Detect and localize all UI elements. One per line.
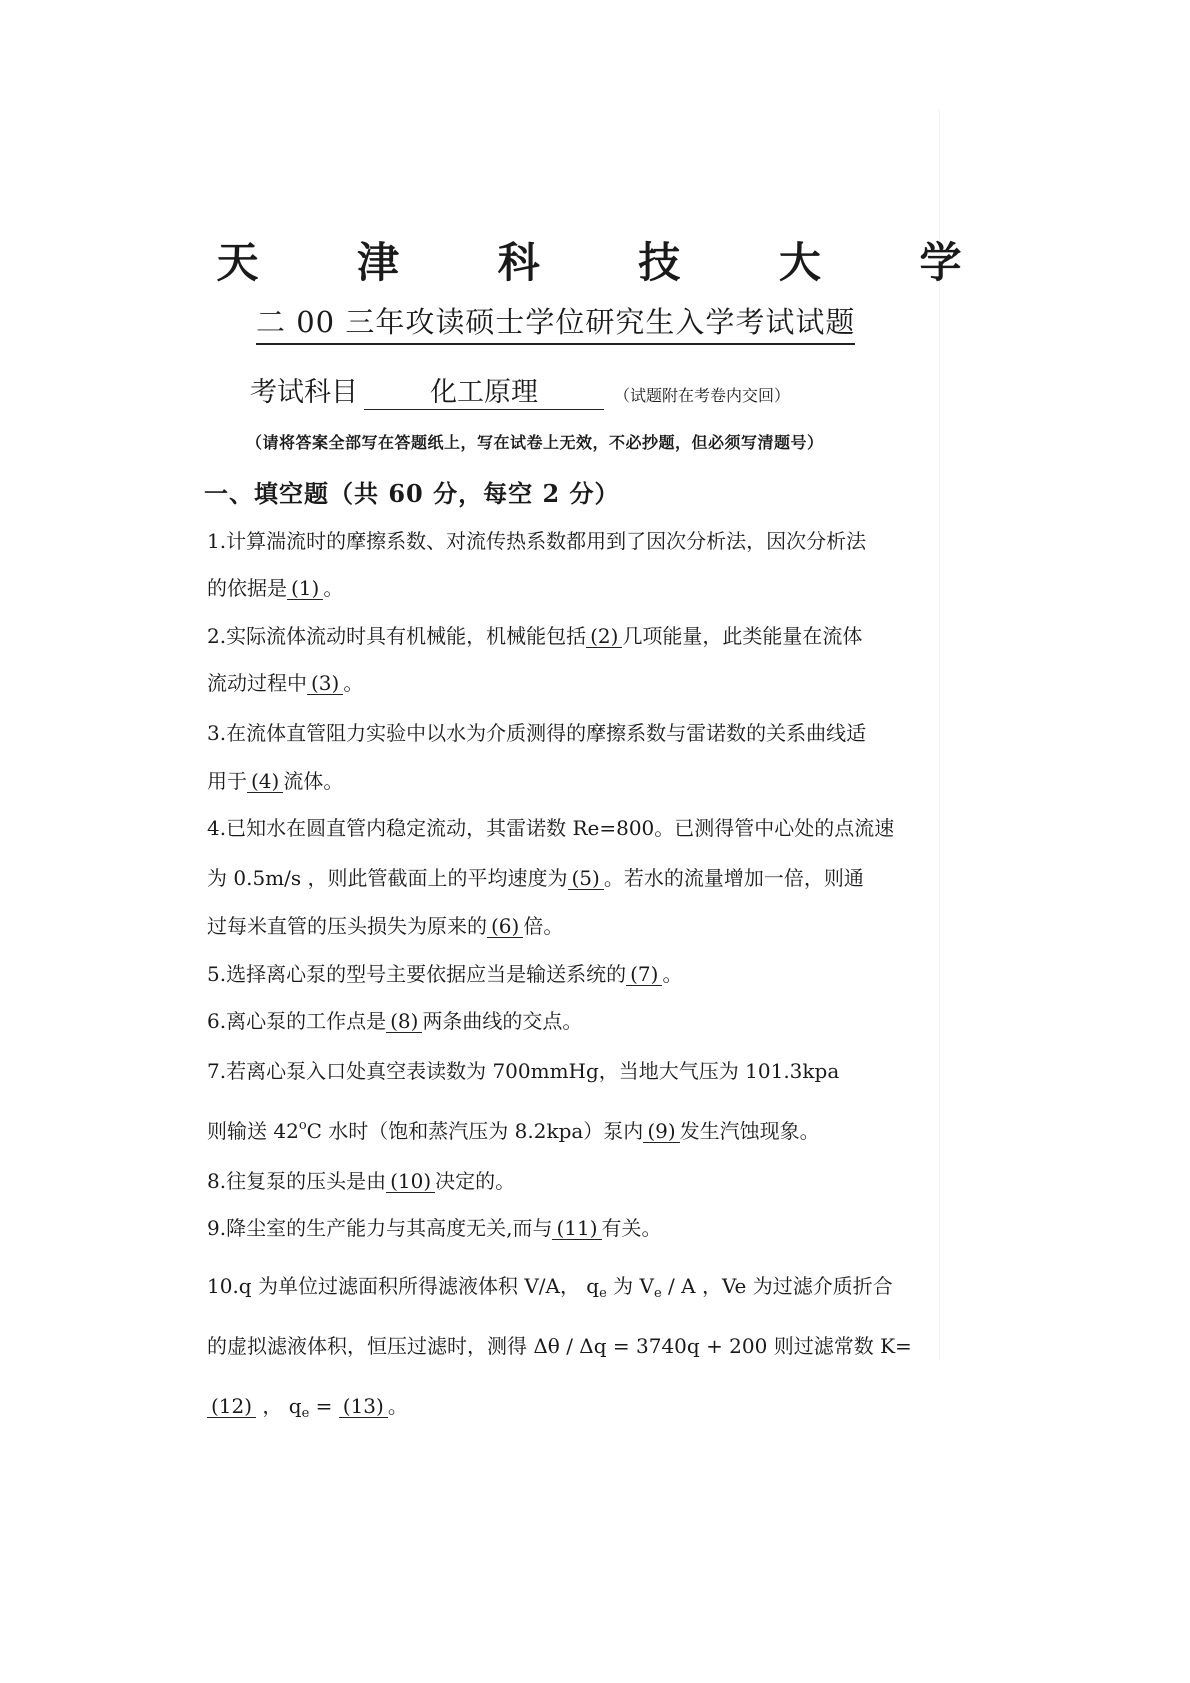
q8-text-post: 决定的。 (435, 1169, 516, 1193)
q3-text-pre: 用于 (207, 769, 247, 793)
q5-text-pre: 5.选择离心泵的型号主要依据应当是输送系统的 (207, 962, 627, 986)
q10-line1-b: 为 V (606, 1274, 654, 1298)
q8-text-pre: 8.往复泵的压头是由 (207, 1169, 387, 1193)
q2-line2-pre: 流动过程中 (207, 671, 307, 695)
university-title: 天 津 科 技 大 学 (216, 238, 1004, 287)
q7-line2 (207, 1115, 820, 1144)
q7-line2-post: 发生汽蚀现象。 (679, 1119, 820, 1143)
blank-6: (6) (487, 915, 523, 938)
q1-line2 (207, 572, 343, 601)
q10-line1-a: 10.q 为单位过滤面积所得滤液体积 V/A， q (207, 1274, 600, 1298)
exam-title: 二 00 三年攻读硕士学位研究生入学考试试题 (256, 300, 855, 345)
q10-line2: 的虚拟滤液体积，恒压过滤时，测得 Δθ / Δq = 3740q + 200 则过滤常数 K= (207, 1334, 912, 1358)
qe-subscript: e (599, 1286, 607, 1301)
scan-edge-line (939, 110, 940, 1360)
q4-line1: 4.已知水在圆直管内稳定流动，其雷诺数 Re=800。已测得管中心处的点流速 (207, 816, 895, 840)
subject-label: 考试科目 (250, 377, 358, 408)
q2-text-post: 几项能量，此类能量在流体 (622, 624, 863, 648)
q1-text-pre: 的依据是 (207, 576, 287, 600)
q10-line3-mid: ， q (256, 1394, 302, 1418)
q6-text-pre: 6.离心泵的工作点是 (207, 1009, 387, 1033)
blank-4: (4) (247, 770, 283, 793)
blank-2: (2) (586, 625, 622, 648)
q6-line (207, 1005, 582, 1034)
q10-line3-post: 。 (387, 1394, 408, 1418)
blank-1: (1) (287, 577, 323, 600)
q2-line2 (207, 667, 363, 696)
q7-line1: 7.若离心泵入口处真空表读数为 700mmHg，当地大气压为 101.3kpa (207, 1059, 840, 1083)
q9-text-post: 有关。 (601, 1216, 662, 1240)
subject-note: （试题附在考卷内交回） (614, 386, 791, 405)
section-title: 一、填空题（共 60 分，每空 2 分） (204, 479, 620, 508)
q1-text-post: 。 (323, 576, 344, 600)
q6-text-post: 两条曲线的交点。 (422, 1009, 583, 1033)
blank-8: (8) (386, 1010, 422, 1033)
q5-text-post: 。 (662, 962, 683, 986)
q3-line2 (207, 765, 343, 794)
blank-7: (7) (626, 963, 662, 986)
q4-line3-post: 倍。 (523, 914, 564, 938)
q4-line3 (207, 910, 563, 939)
q4-line2-post: 。若水的流量增加一倍，则通 (603, 866, 864, 890)
blank-11: (11) (552, 1217, 601, 1240)
subject-value: 化工原理 (364, 370, 604, 410)
q4-line2 (207, 862, 864, 891)
qe-subscript-2: e (301, 1406, 310, 1421)
q10-line3-eq: = (309, 1394, 339, 1418)
subject-row (250, 370, 790, 410)
blank-9: (9) (643, 1120, 679, 1143)
q7-line2-mid: C 水时（饱和蒸汽压为 8.2kpa）泵内 (306, 1119, 644, 1143)
ve-subscript: e (653, 1286, 662, 1301)
q7-line2-pre: 则输送 42 (207, 1119, 299, 1143)
q1-line1: 1.计算湍流时的摩擦系数、对流传热系数都用到了因次分析法，因次分析法 (207, 529, 867, 553)
q2-line1 (207, 620, 862, 649)
q2-line2-post: 。 (343, 671, 364, 695)
q10-line1 (207, 1270, 893, 1301)
q9-line (207, 1212, 662, 1241)
blank-10: (10) (386, 1170, 435, 1193)
blank-3: (3) (307, 672, 343, 695)
exam-instruction: （请将答案全部写在答题纸上，写在试卷上无效，不必抄题，但必须写清题号） (246, 433, 824, 452)
degree-mark: o (298, 1118, 307, 1133)
blank-5: (5) (568, 867, 604, 890)
q3-line1: 3.在流体直管阻力实验中以水为介质测得的摩擦系数与雷诺数的关系曲线适 (207, 721, 867, 745)
blank-12: (12) (207, 1395, 256, 1418)
q10-line1-c: / A ，Ve 为过滤介质折合 (661, 1274, 893, 1298)
q3-text-post: 流体。 (283, 769, 344, 793)
q9-text-pre: 9.降尘室的生产能力与其高度无关,而与 (207, 1216, 553, 1240)
q2-text-pre: 2.实际流体流动时具有机械能，机械能包括 (207, 624, 587, 648)
q4-line2-pre: 为 0.5m/s ，则此管截面上的平均速度为 (207, 866, 568, 890)
q4-line3-pre: 过每米直管的压头损失为原来的 (207, 914, 487, 938)
blank-13: (13) (339, 1395, 388, 1418)
q5-line (207, 958, 682, 987)
q10-line3 (207, 1390, 408, 1421)
q8-line (207, 1165, 515, 1194)
